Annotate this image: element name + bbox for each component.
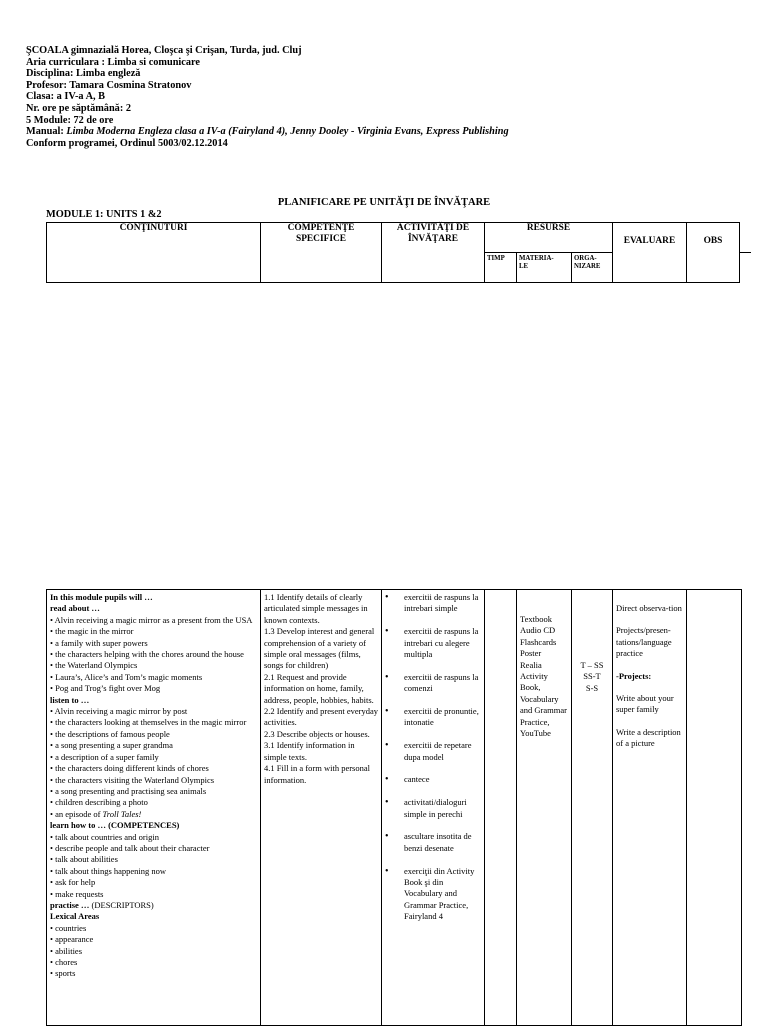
activitate-item: • cantece <box>385 774 481 785</box>
activitate-item: • exercitii de pronuntie, intonatie <box>385 706 481 729</box>
list-item: • Alvin receiving a magic mirror by post <box>50 706 188 717</box>
list-item: • the descriptions of famous people <box>50 728 170 739</box>
competenta-item: 3.1 Identify information in simple texts. <box>264 740 355 762</box>
header-line: Profesor: Tamara Cosmina Stratonov <box>26 79 192 91</box>
list-item: • a description of a super family <box>50 751 159 762</box>
competente-cell <box>261 590 382 1026</box>
activitati-cell <box>382 590 485 1026</box>
list-item: • sports <box>50 968 76 979</box>
activitate-item: • exercitii de raspuns la intrebari cu alegere multipla <box>385 626 481 660</box>
list-item: • an episode of Troll Tales! <box>50 808 142 819</box>
list-item: • talk about things happening now <box>50 865 167 876</box>
header-table <box>46 222 751 283</box>
read-about-heading: read about … <box>50 603 100 614</box>
learn-how-heading: learn how to … (COMPETENCES) <box>50 820 180 831</box>
materiale-item: Audio CD <box>520 625 556 636</box>
col-materiale: MATERIA- LE <box>517 253 572 283</box>
materiale-item: Textbook <box>520 614 552 624</box>
timp-cell <box>485 590 517 1026</box>
project-item: Write a description of a picture <box>616 726 681 749</box>
list-item: • ask for help <box>50 877 96 888</box>
organizare-item: S-S <box>585 682 599 693</box>
organizare-item: SS-T <box>583 671 601 682</box>
materiale-item: Activity Book, <box>520 671 548 693</box>
col-evaluare: EVALUARE <box>613 223 687 283</box>
header-line: 5 Module: 72 de ore <box>26 114 114 126</box>
list-item: • Alvin receiving a magic mirror as a present from the USA <box>50 614 253 625</box>
listen-to-heading: listen to … <box>50 694 90 705</box>
header-line: Nr. ore pe săptămână: 2 <box>26 102 131 114</box>
list-item: • the characters looking at themselves in the magic mirror <box>50 717 247 728</box>
header-line: ŞCOALA gimnazială Horea, Cloşca şi Crişan, Turda, jud. Cluj <box>26 45 302 56</box>
list-item: • the characters helping with the chores around the house <box>50 649 244 660</box>
materiale-item: Realia <box>520 659 542 670</box>
header-line: Clasa: a IV-a A, B <box>26 91 106 103</box>
list-item: • abilities <box>50 945 83 956</box>
continuturi-cell <box>47 590 261 1026</box>
activitate-item: • exercitii de raspuns la intrebari simple <box>385 592 481 615</box>
materiale-cell <box>517 590 572 1026</box>
materiale-item: Poster <box>520 648 542 659</box>
list-item: • countries <box>50 922 87 933</box>
header-line: Aria curriculara : Limba si comunicare <box>26 56 200 68</box>
list-item: • a song presenting a super grandma <box>50 740 173 751</box>
materiale-item: Vocabulary and Grammar Practice, <box>520 693 567 727</box>
organizare-item: T – SS <box>580 660 604 670</box>
col-continuturi: CONŢINUTURI <box>47 223 261 283</box>
organizare-cell <box>572 590 613 1026</box>
projects-label: -Projects: <box>616 670 652 681</box>
competenta-item: 2.3 Describe objects or houses. <box>264 728 370 739</box>
list-item: • describe people and talk about their character <box>50 842 210 853</box>
materiale-item: YouTube <box>520 728 551 739</box>
competenta-item: 1.3 Develop interest and general comprehension of a variety of simple oral messages (films, songs for children) <box>264 626 375 671</box>
list-item: • the characters visiting the Waterland Olympics <box>50 774 215 785</box>
header-line: Disciplina: Limba engleză <box>26 68 141 80</box>
col-timp: TIMP <box>485 253 517 283</box>
header-manual <box>26 126 509 138</box>
competenta-item: 2.2 Identify and present everyday activities. <box>264 706 378 728</box>
evaluare-cell <box>613 590 687 1026</box>
activitate-item: • exercitii de repetare dupa model <box>385 740 481 763</box>
list-item: • talk about abilities <box>50 854 118 865</box>
list-item: • appearance <box>50 934 94 945</box>
list-item: • talk about countries and origin <box>50 831 159 842</box>
list-item: • the magic in the mirror <box>50 626 134 637</box>
list-item: • Laura’s, Alice’s and Tom’s magic moments <box>50 671 203 682</box>
lexical-heading: Lexical Areas <box>50 911 100 922</box>
manual-label: Manual: <box>26 126 67 138</box>
list-item: • the Waterland Olympics <box>50 660 138 671</box>
evaluare-observation: Direct observa-tion <box>616 603 682 613</box>
content-intro: In this module pupils will … <box>50 592 153 602</box>
list-item: • Pog and Trog’s fight over Mog <box>50 683 161 694</box>
list-item: • the characters doing different kinds of chores <box>50 763 209 774</box>
col-obs: OBS <box>687 223 740 283</box>
materiale-item: Flashcards <box>520 636 557 647</box>
activitate-item: • exerciţii din Activity Book şi din Vocabulary and Grammar Practice, Fairyland 4 <box>385 866 481 923</box>
obs-cell <box>687 590 742 1026</box>
col-activitati: ACTIVITĂŢI DE ÎNVĂŢARE <box>382 223 485 283</box>
content-table <box>46 589 742 1026</box>
list-item: • children describing a photo <box>50 797 148 808</box>
project-item: Write about your super family <box>616 693 674 715</box>
page-title: PLANIFICARE PE UNITĂŢI DE ÎNVĂŢARE <box>277 197 491 208</box>
competenta-item: 2.1 Request and provide information on home, family, address, people, hobbies, habits. <box>264 671 374 705</box>
evaluare-projects: Projects/presen-tations/language practice <box>616 625 672 659</box>
activitati-list <box>385 592 481 923</box>
list-item: • a song presenting and practising sea animals <box>50 785 207 796</box>
activitate-item: • ascultare insotita de benzi desenate <box>385 831 481 854</box>
list-item: • make requests <box>50 888 104 899</box>
col-organizare: ORGA- NIZARE <box>572 253 613 283</box>
col-resurse: RESURSE <box>485 223 613 253</box>
module-title: MODULE 1: UNITS 1 &2 <box>46 209 162 220</box>
list-item: • a family with super powers <box>50 637 148 648</box>
activitate-item: • activitati/dialoguri simple in perechi <box>385 797 481 820</box>
activitate-item: • exercitii de raspuns la comenzi <box>385 672 481 695</box>
header-program: Conform programei, Ordinul 5003/02.12.2014 <box>26 137 228 149</box>
manual-text: Limba Moderna Engleza clasa a IV-a (Fairyland 4), Jenny Dooley - Virginia Evans, Express Publishing <box>66 126 509 138</box>
document-header <box>26 45 509 149</box>
practise-heading: practise … (DESCRIPTORS) <box>50 899 154 910</box>
list-item: • chores <box>50 957 78 967</box>
competenta-item: 4.1 Fill in a form with personal information. <box>264 763 371 785</box>
col-competente: COMPETENŢE SPECIFICE <box>261 223 382 283</box>
competenta-item: 1.1 Identify details of clearly articulated simple messages in known contexts. <box>264 592 368 625</box>
